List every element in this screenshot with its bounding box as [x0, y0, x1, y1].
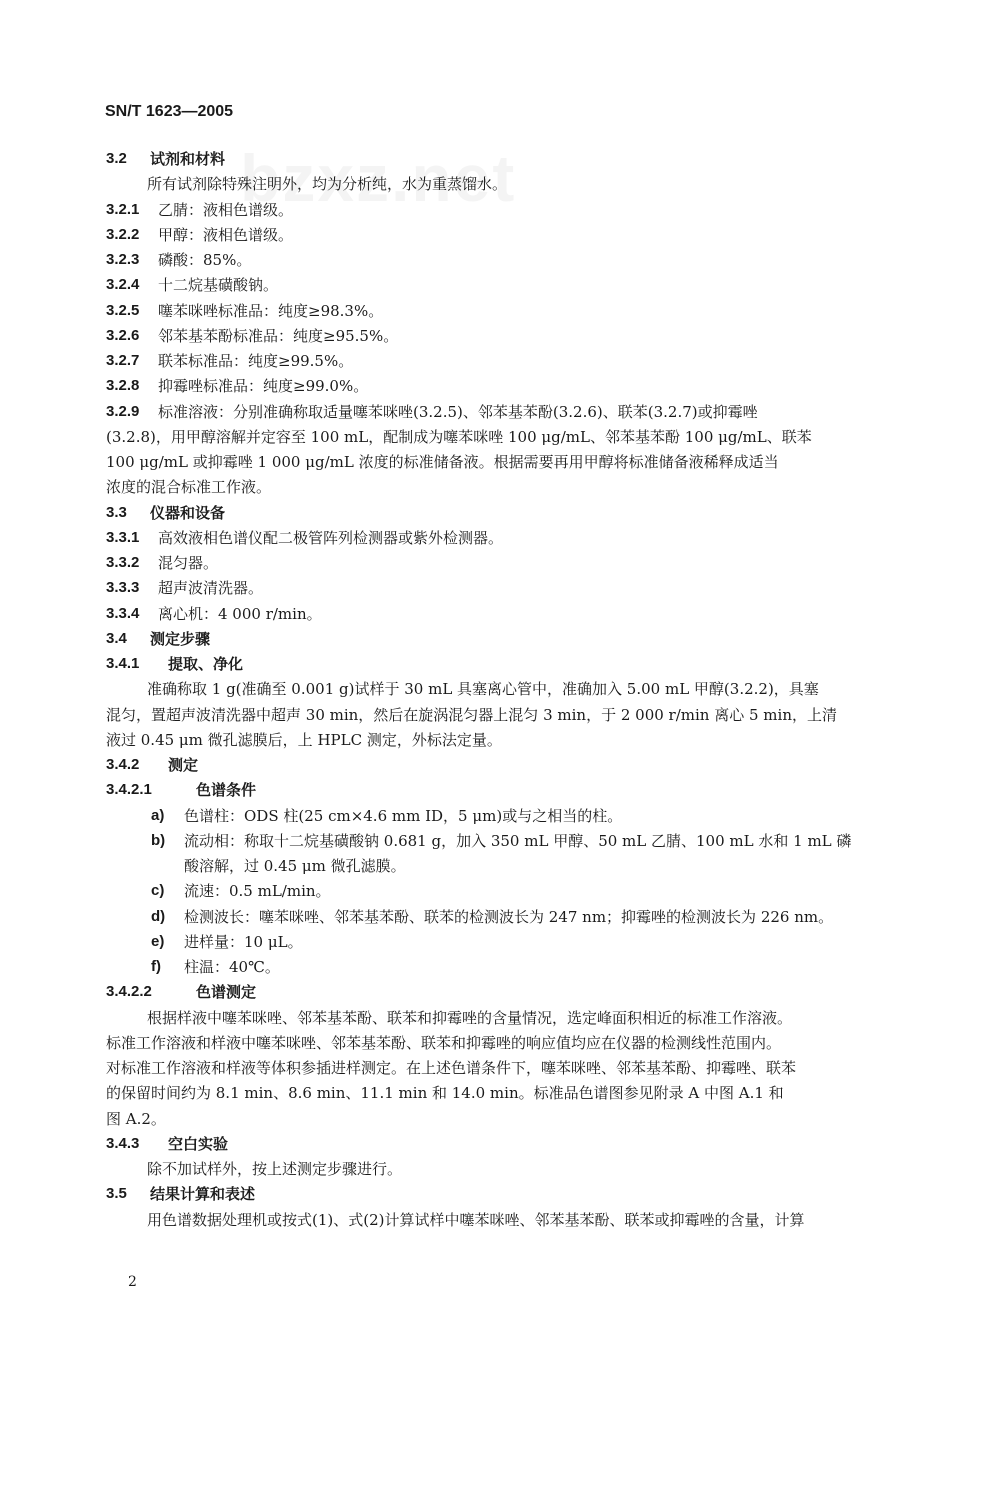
line-text: 标准溶液：分别准确称取适量噻苯咪唑(3.2.5)、邻苯基苯酚(3.2.6)、联苯(3.2.7)或抑霉唑	[158, 402, 758, 421]
clause-number: 3.4.1	[106, 655, 140, 672]
line-text: 浓度的混合标准工作液。	[106, 478, 272, 497]
clause-number: 3.4.2.1	[106, 781, 152, 799]
line-text: 空白实验	[168, 1134, 229, 1153]
line-text: 高效液相色谱仪配二极管阵列检测器或紫外检测器。	[158, 528, 504, 547]
line-text: 用色谱数据处理机或按式(1)、式(2)计算试样中噻苯咪唑、邻苯基苯酚、联苯或抑霉唑的含量，计算	[147, 1210, 805, 1229]
standard-number: SN/T 1623—2005	[105, 103, 234, 120]
line-text: 测定步骤	[150, 629, 211, 648]
page-number: 2	[128, 1274, 137, 1290]
line-text: 图 A.2。	[106, 1109, 166, 1128]
line-text: 酸溶解，过 0.45 μm 微孔滤膜。	[184, 857, 406, 875]
line-text: 邻苯基苯酚标准品：纯度≥95.5%。	[158, 326, 399, 345]
line-text: 色谱测定	[196, 983, 257, 1002]
clause-number: 3.4.2.2	[106, 983, 152, 1001]
line-text: 离心机：4 000 r/min。	[158, 604, 322, 623]
line-text: (3.2.8)，用甲醇溶解并定容至 100 mL，配制成为噻苯咪唑 100 μg/mL、邻苯基苯酚 100 μg/mL、联苯	[106, 427, 812, 446]
line-text: 所有试剂除特殊注明外，均为分析纯，水为重蒸馏水。	[147, 175, 508, 194]
clause-number: 3.3.2	[106, 554, 140, 571]
line-text: 混匀器。	[158, 554, 219, 572]
line-text: 检测波长：噻苯咪唑、邻苯基苯酚、联苯的检测波长为 247 nm；抑霉唑的检测波长为 226 nm。	[184, 907, 834, 926]
clause-number: 3.3.1	[106, 528, 140, 546]
clause-number: 3.5	[106, 1185, 127, 1203]
line-text: 甲醇：液相色谱级。	[158, 225, 294, 244]
line-text: 仪器和设备	[150, 503, 226, 522]
line-text: 试剂和材料	[150, 150, 226, 168]
line-text: 的保留时间约为 8.1 min、8.6 min、11.1 min 和 14.0 min。标准品色谱图参见附录 A 中图 A.1 和	[106, 1084, 784, 1103]
line-text: 流动相：称取十二烷基磺酸钠 0.681 g，加入 350 mL 甲醇、50 mL 乙腈、100 mL 水和 1 mL 磷	[184, 831, 852, 850]
line-text: 噻苯咪唑标准品：纯度≥98.3%。	[158, 301, 384, 320]
clause-number: 3.3	[106, 503, 127, 521]
line-text: 提取、净化	[168, 655, 244, 673]
clause-number: e)	[151, 932, 165, 950]
line-text: 对标准工作溶液和样液等体积参插进样测定。在上述色谱条件下，噻苯咪唑、邻苯基苯酚、抑霉唑、联苯	[106, 1059, 797, 1077]
line-text: 色谱条件	[196, 781, 257, 800]
line-text: 结果计算和表述	[150, 1185, 256, 1204]
clause-number: d)	[151, 907, 166, 925]
clause-number: 3.2.1	[106, 200, 140, 218]
line-text: 100 μg/mL 或抑霉唑 1 000 μg/mL 浓度的标准储备液。根据需要再用甲醇将标准储备液稀释成适当	[106, 453, 779, 471]
line-text: 除不加试样外，按上述测定步骤进行。	[147, 1160, 403, 1178]
line-text: 标准工作溶液和样液中噻苯咪唑、邻苯基苯酚、联苯和抑霉唑的响应值均应在仪器的检测线性范围内。	[106, 1033, 782, 1052]
line-text: 联苯标准品：纯度≥99.5%。	[158, 352, 354, 370]
line-text: 柱温：40℃。	[184, 958, 280, 976]
line-text: 乙腈：液相色谱级。	[158, 200, 294, 219]
line-text: 磷酸：85%。	[158, 251, 252, 269]
clause-number: 3.2.2	[106, 225, 140, 243]
clause-number: 3.3.4	[106, 604, 140, 622]
clause-number: 3.2	[106, 150, 127, 167]
clause-number: b)	[151, 831, 166, 849]
clause-number: a)	[151, 806, 165, 824]
line-text: 抑霉唑标准品：纯度≥99.0%。	[158, 377, 369, 396]
line-text: 液过 0.45 μm 微孔滤膜后，上 HPLC 测定，外标法定量。	[106, 730, 502, 749]
clause-number: f)	[151, 958, 161, 975]
line-text: 测定	[168, 756, 199, 774]
line-text: 进样量：10 μL。	[184, 932, 303, 951]
line-text: 准确称取 1 g(准确至 0.001 g)试样于 30 mL 具塞离心管中，准确加入 5.00 mL 甲醇(3.2.2)，具塞	[147, 680, 819, 699]
line-text: 十二烷基磺酸钠。	[158, 276, 279, 295]
line-text: 根据样液中噻苯咪唑、邻苯基苯酚、联苯和抑霉唑的含量情况，选定峰面积相近的标准工作溶液。	[147, 1008, 793, 1027]
clause-number: c)	[151, 882, 165, 900]
clause-number: 3.4	[106, 629, 127, 647]
clause-number: 3.4.2	[106, 756, 140, 773]
line-text: 超声波清洗器。	[158, 579, 264, 598]
line-text: 色谱柱：ODS 柱(25 cm×4.6 mm ID，5 μm)或与之相当的柱。	[184, 806, 623, 825]
clause-number: 3.2.9	[106, 402, 140, 420]
clause-number: 3.2.3	[106, 251, 140, 268]
clause-number: 3.2.8	[106, 377, 140, 395]
line-text: 流速：0.5 mL/min。	[184, 882, 331, 901]
clause-number: 3.3.3	[106, 579, 140, 597]
line-text: 混匀，置超声波清洗器中超声 30 min，然后在旋涡混匀器上混匀 3 min，于 2 000 r/min 离心 5 min，上清	[106, 705, 837, 724]
clause-number: 3.2.5	[106, 301, 140, 319]
clause-number: 3.2.7	[106, 352, 140, 369]
clause-number: 3.2.6	[106, 326, 140, 344]
clause-number: 3.2.4	[106, 276, 140, 294]
clause-number: 3.4.3	[106, 1134, 140, 1152]
